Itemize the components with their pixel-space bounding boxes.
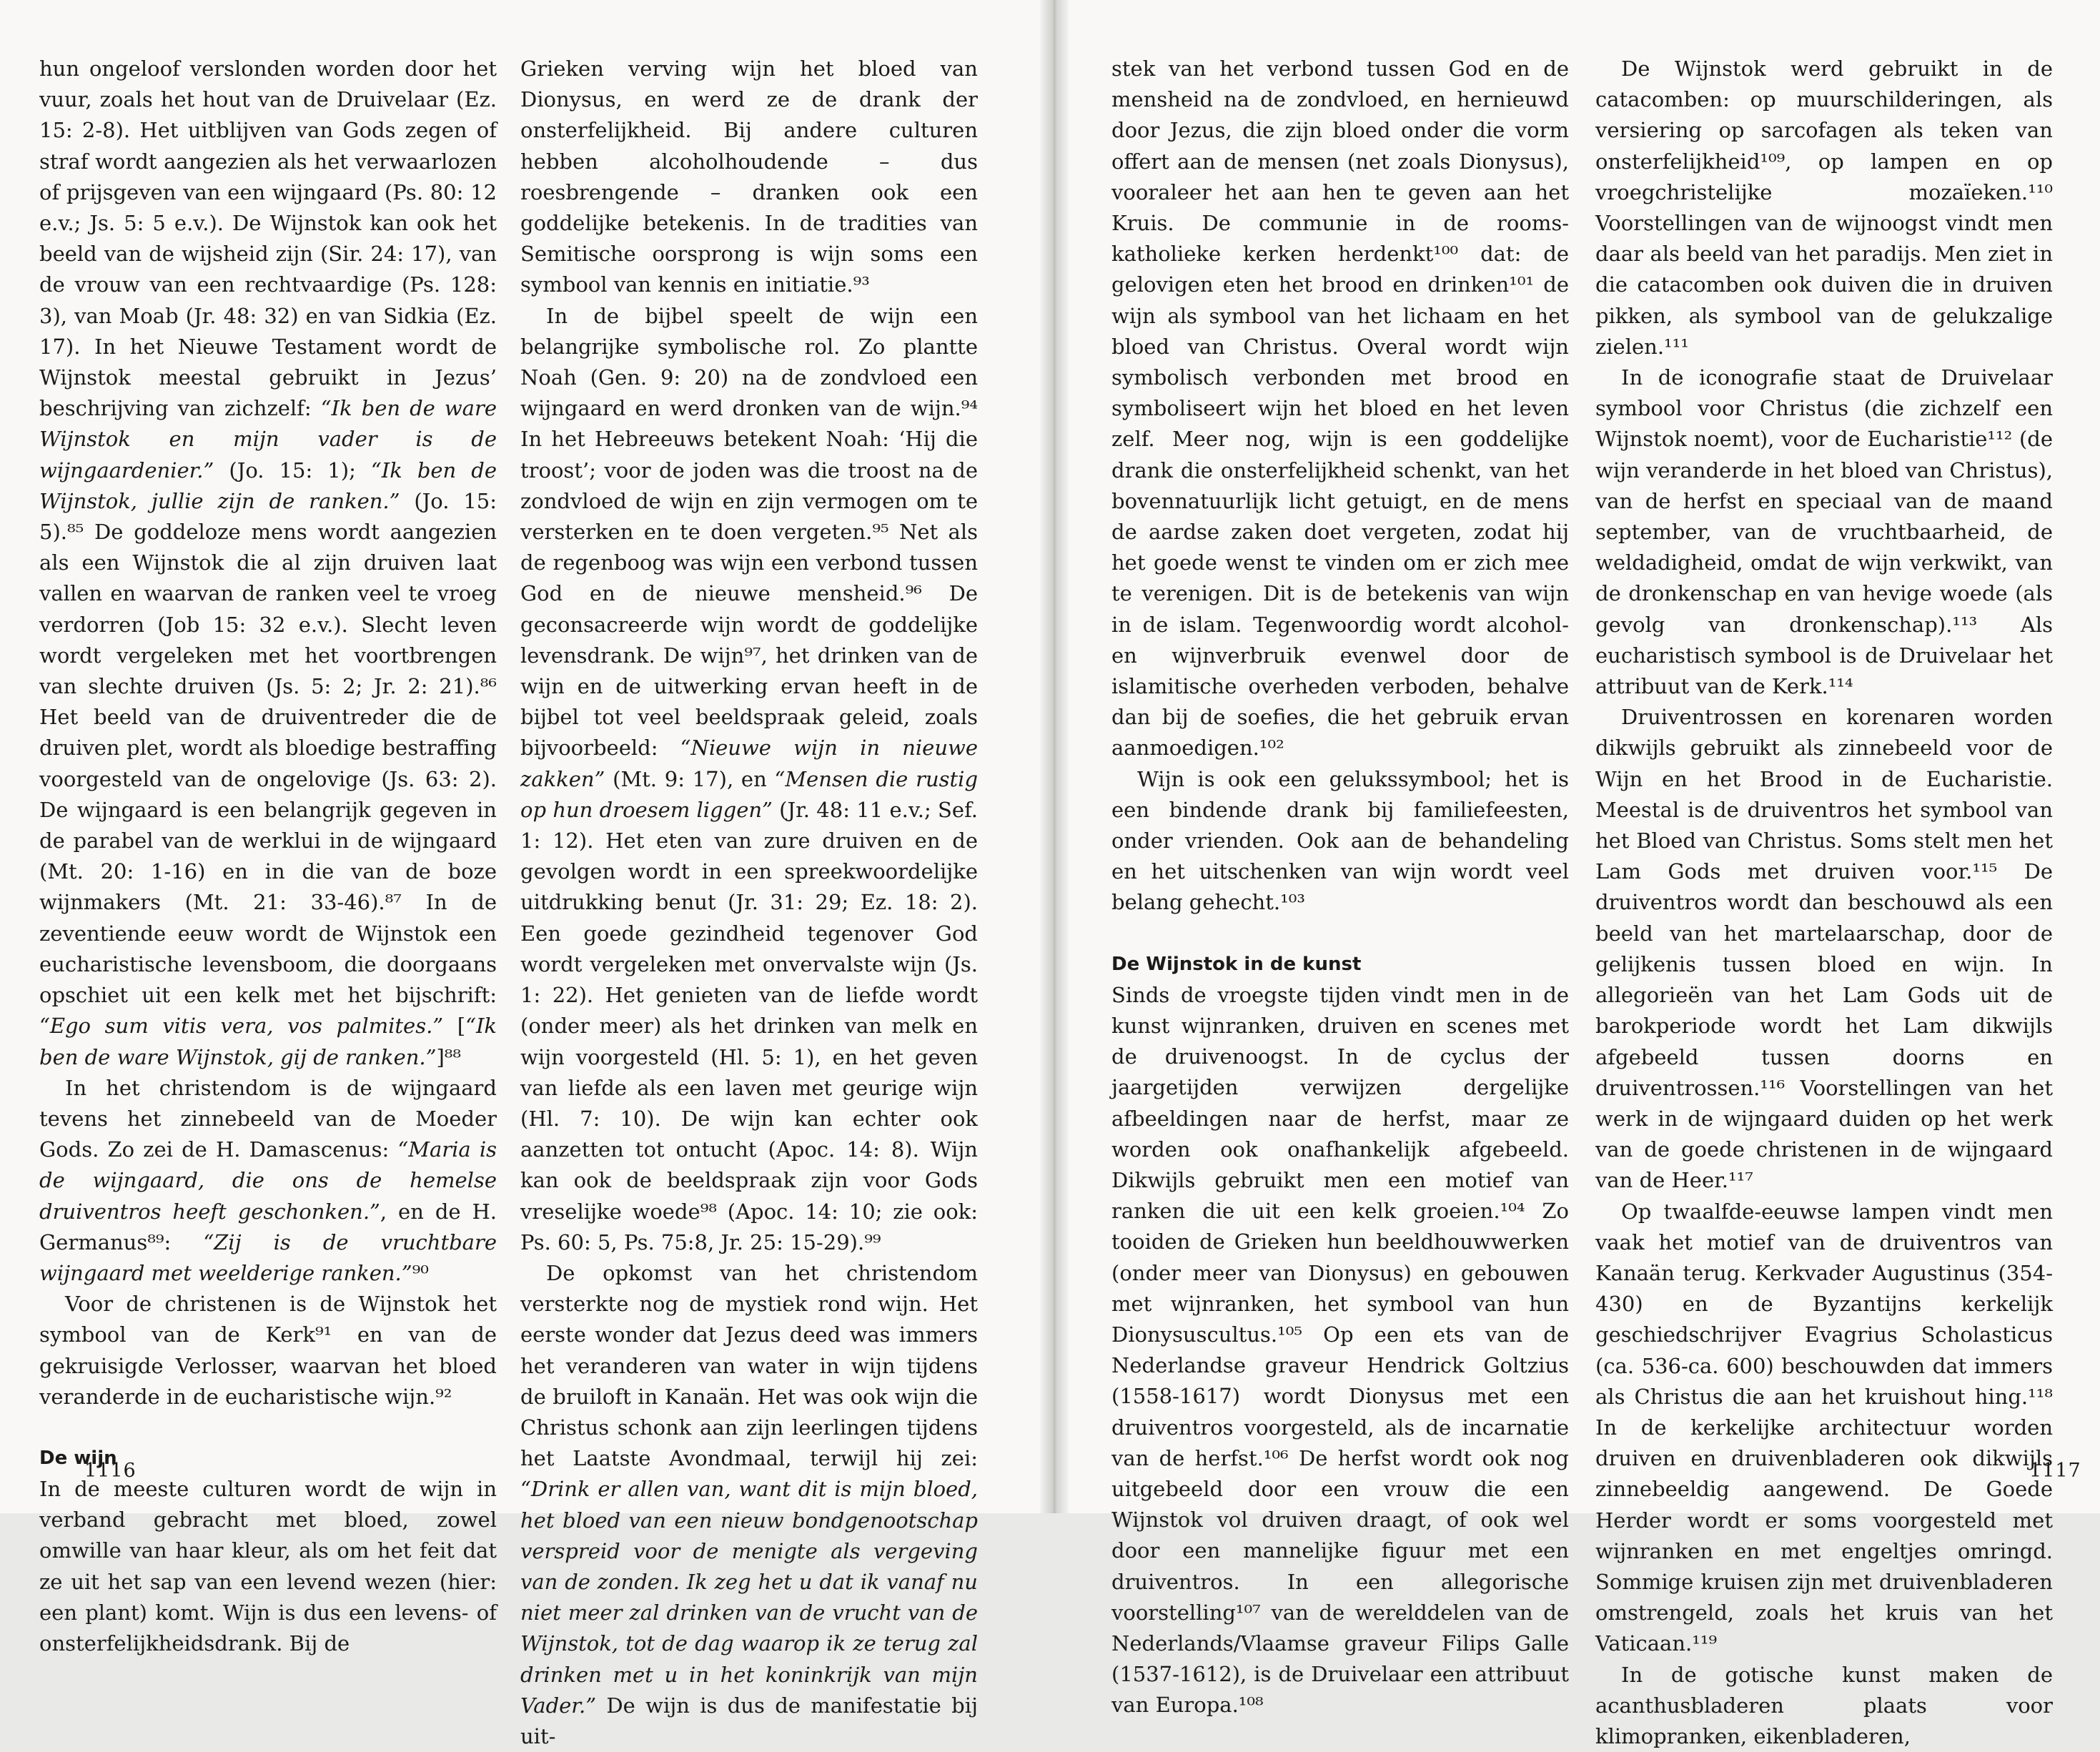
- text-run: hun ongeloof verslonden worden door het vuur, zoals het hout van de Druivelaar (Ez. 15: 2-8). Het uitblijven van Gods zegen of straf wordt aangezien als het verwaarlozen of prijsgeven van een wijngaard (Ps. 80: 12 e.v.; Js. 5: 5 e.v.). De Wijnstok kan ook het beeld van de wijsheid zijn (Sir. 24: 17), van de vrouw van een rechtvaardige (Ps. 128: 3), van Moab (Jr. 48: 32) en van Sidkia (Ez. 17). In het Nieuwe Testament wordt de Wijnstok meestal gebruikt in Jezus’ beschrijving van zichzelf:: [39, 56, 497, 421]
- paragraph: Druiventrossen en korenaren worden dikwijls gebruikt als zinnebeeld voor de Wijn en het Brood in de Eucharistie. Meestal is de druiventros het symbool van het Bloed van Christus. Soms stelt men het Lam Gods met druiven voor.¹¹⁵ De druiventros wordt dan beschouwd als een beeld van het martelaarschap, door de gelijkenis tussen bloed en wijn. In allegorieën van het Lam Gods uit de barokperiode wordt het Lam dikwijls afgebeeld tussen doorns en druiventrossen.¹¹⁶ Voorstellingen van het werk in de wijngaard duiden op het werk van de goede christenen in de wijngaard van de Heer.¹¹⁷: [1595, 705, 2053, 1193]
- paragraph: Voor de christenen is de Wijnstok het symbool van de Kerk⁹¹ en van de gekruisigde Verlosser, waarvan het bloed veranderde in de eucharistische wijn.⁹²: [39, 1292, 497, 1409]
- quote: “Ego sum vitis vera, vos palmites.”: [39, 1014, 444, 1039]
- text-run: , en de H. Germanus⁸⁹:: [39, 1199, 497, 1254]
- paragraph: Op twaalfde-eeuwse lampen vindt men vaak het motief van de druiventros van Kanaän terug. Kerkvader Augustinus (354-430) en de Byzantijns kerkelijk geschiedschrijver Evagrius Scholasticus (ca. 536-ca. 600) beschouwden dat immers als Christus die aan het kruishout hing.¹¹⁸ In de kerkelijke architectuur worden druiven en druivenbladeren ook dikwijls zinnebeeldig aangewend. De Goede Herder wordt er soms voorgesteld met wijnranken en met engeltjes omringd. Sommige kruisen zijn met druivenbladeren omstrengeld, zoals het kruis van het Vaticaan.¹¹⁹: [1595, 1199, 2053, 1656]
- paragraph: In de meeste culturen wordt de wijn in verband gebracht met bloed, zowel omwille van haar kleur, als om het feit dat ze uit het sap van een levend wezen (hier: een plant) komt. Wijn is dus een levens- of onsterfelijkheidsdrank. Bij de: [39, 1476, 497, 1656]
- paragraph: De Wijnstok werd gebruikt in de catacomben: op muurschilderingen, als versiering op sarcofagen als teken van onsterfelijkheid¹⁰⁹, op lampen en op vroegchristelijke mozaïeken.¹¹⁰ Voorstellingen van de wijnoogst vindt men daar als beeld van het paradijs. Men ziet in die catacomben ook duiven die in druiven pikken, als symbool van de gelukzalige zielen.¹¹¹: [1595, 56, 2053, 359]
- paragraph: Wijn is ook een gelukssymbool; het is een bindende drank bij familiefeesten, onder vrienden. Ook aan de behandeling en het uitschenken van wijn wordt veel belang gehecht.¹⁰³: [1111, 766, 1569, 915]
- text-run: (Jr. 48: 11 e.v.; Sef. 1: 12). Het eten van zure druiven en de gevolgen wordt in een spreekwoordelijke uitdrukking benut (Jr. 31: 29; Ez. 18: 2). Een goede gezindheid tegenover God wordt vergeleken met onvervalste wijn (Js. 1: 22). Het genieten van de liefde wordt (onder meer) als het drinken van melk en wijn voorgesteld (Hl. 5: 1), en het geven van liefde als een laven met geurige wijn (Hl. 7: 10). De wijn kan echter ook aanzetten tot ontucht (Apoc. 14: 8). Wijn kan ook de beeldspraak zijn voor Gods vreselijke woede⁹⁸ (Apoc. 14: 10; zie ook: Ps. 60: 5, Ps. 75:8, Jr. 25: 15-29).⁹⁹: [520, 797, 978, 1254]
- text-run: De opkomst van het christendom versterkte nog de mystiek rond wijn. Het eerste wonder dat Jezus deed was immers het veranderen van water in wijn tijdens de bruiloft in Kanaän. Het was ook wijn die Christus schonk aan zijn leerlingen tijdens het Laatste Avondmaal, terwijl hij zei:: [520, 1260, 978, 1471]
- quote: “Nieuwe wijn in nieuwe zakken”: [520, 736, 978, 791]
- paragraph: [39, 1073, 497, 1289]
- right-column-2: [1595, 54, 2053, 1748]
- left-column-2: [520, 54, 979, 1748]
- right-page: [1069, 0, 2100, 1748]
- paragraph: Sinds de vroegste tijden vindt men in de kunst wijnranken, druiven en scenes met de druivenoogst. In de cyclus der jaargetijden verwijzen dergelijke afbeeldingen naar de herfst, maar ze worden ook onafhankelijk afgebeeld. Dikwijls gebruikt men een motief van ranken die uit een kelk groeien.¹⁰⁴ Zo tooiden de Grieken hun beeldhouwwerken (onder meer van Dionysus) en gebouwen met wijnranken, het symbool van hun Dionysuscultus.¹⁰⁵ Op een ets van de Nederlandse graveur Hendrick Goltzius (1558-1617) wordt Dionysus met een druiventros voorgesteld, als de incarnatie van de herfst.¹⁰⁶ De herfst wordt ook nog uitgebeeld door een vrouw die een Wijnstok vol druiven draagt, of ook wel door een mannelijke figuur met een druiventros. In een allegorische voorstelling¹⁰⁷ van de werelddelen van de Nederlands/Vlaamse graveur Filips Galle (1537-1612), is de Druivelaar een attribuut van Europa.¹⁰⁸: [1111, 982, 1569, 1718]
- quote: “Mensen die rustig op hun droesem liggen”: [520, 766, 979, 822]
- page-number: 1116: [84, 1460, 137, 1482]
- text-run: In het christendom is de wijngaard tevens het zinnebeeld van de Moeder Gods. Zo zei de H. Damascenus:: [39, 1075, 497, 1162]
- page-number: 1117: [2029, 1460, 2081, 1482]
- paragraph: [520, 1258, 978, 1752]
- paragraph: [520, 301, 978, 1258]
- text-run: (Jo. 15: 1);: [214, 457, 371, 482]
- quote: “Ik ben de ware Wijnstok, gij de ranken.”: [39, 1014, 497, 1069]
- text-run: De wijn is dus de manifestatie bij uit-: [520, 1693, 978, 1748]
- left-page: [0, 0, 1040, 1748]
- text-run: ⁹⁰: [412, 1260, 429, 1285]
- paragraph: stek van het verbond tussen God en de mensheid na de zondvloed, en hernieuwd door Jezus, die zijn bloed onder die vorm offert aan de mensen (net zoals Dionysus), vooraleer het aan hen te geven aan het Kruis. De communie in de rooms-katholieke kerken herdenkt¹⁰⁰ dat: de gelovigen eten het brood en drinken¹⁰¹ de wijn als symbool van het lichaam en het bloed van Christus. Overal wordt wijn symbolisch verbonden met brood en symboliseert wijn het bloed en het leven zelf. Meer nog, wijn is een goddelijke drank die onsterfelijkheid schenkt, van het bovennatuurlijk licht getuigt, en de mens de aardse zaken doet vergeten, zodat hij het goede wenst te vinden om er zich mee te verenigen. Dit is de betekenis van wijn in de islam. Tegenwoordig wordt alcohol- en wijnverbruik evenwel door de islamitische overheden verboden, behalve dan bij de soefies, die het gebruik ervan aanmoedigen.¹⁰²: [1111, 56, 1569, 761]
- quote: “Ik ben de Wijnstok, jullie zijn de ranken.”: [39, 457, 497, 513]
- text-run: In de bijbel speelt de wijn een belangrijke symbolische rol. Zo plantte Noah (Gen. 9: 20) na de zondvloed een wijngaard en werd dronken van de wijn.⁹⁴ In het Hebreeuws betekent Noah: ‘Hij die troost’; voor de joden was die troost na de zondvloed de wijn en zijn vermogen om te versterken en te doen vergeten.⁹⁵ Net als de regenboog was wijn een verbond tussen God en de nieuwe mensheid.⁹⁶ De geconsacreerde wijn wordt de goddelijke levensdrank. De wijn⁹⁷, het drinken van de wijn en de uitwerking ervan heeft in de bijbel tot veel beeldspraak geleid, zoals bijvoorbeeld:: [520, 303, 978, 761]
- text-run: ]⁸⁸: [436, 1044, 462, 1069]
- section-heading-de-wijn: De wijn: [39, 1447, 117, 1469]
- quote: “Drink er allen van, want dit is mijn bloed, het bloed van een nieuw bondgenootschap verspreid voor de menigte als vergeving van de zonden. Ik zeg het u dat ik vanaf nu niet meer zal drinken van de vrucht van de Wijnstok, tot de dag waarop ik ze terug zal drinken met u in het koninkrijk van mijn Vader.”: [520, 1477, 978, 1718]
- paragraph: In de iconografie staat de Druivelaar symbool voor Christus (die zichzelf een Wijnstok noemt), voor de Eucharistie¹¹² (de wijn veranderde in het bloed van Christus), van de herfst en speciaal van de maand september, van de vruchtbaarheid, de weldadigheid, omdat de wijn verkwikt, van de dronkenschap en van hevige woede (als gevolg van dronkenschap).¹¹³ Als eucharistisch symbool is de Druivelaar het attribuut van de Kerk.¹¹⁴: [1595, 365, 2053, 699]
- paragraph: Grieken verving wijn het bloed van Dionysus, en werd ze de drank der onsterfelijkheid. Bij andere culturen hebben alcoholhoudende – dus roesbrengende – dranken ook een goddelijke betekenis. In de tradities van Semitische oorsprong is wijn soms een symbool van kennis en initiatie.⁹³: [520, 56, 978, 297]
- paragraph: [39, 54, 497, 1073]
- quote: “Zij is de vruchtbare wijngaard met weelderige ranken.”: [39, 1229, 497, 1285]
- quote: “Ik ben de ware Wijnstok en mijn vader is de wijngaardenier.”: [39, 396, 497, 482]
- text-run: (Jo. 15: 5).⁸⁵ De goddeloze mens wordt aangezien als een Wijnstok die al zijn druiven laat vallen en waarvan de ranken veel te vroeg verdorren (Job 15: 32 e.v.). Slecht leven wordt vergeleken met het voortbrengen van slechte druiven (Js. 5: 2; Jr. 2: 21).⁸⁶ Het beeld van de druiventreder die de druiven plet, wordt als bloedige bestraffing voorgesteld van de ongelovige (Js. 63: 2). De wijngaard is een belangrijk gegeven in de parabel van de werklui in de wijngaard (Mt. 20: 1-16) en in die van de boze wijnmakers (Mt. 21: 33-46).⁸⁷ In de zeventiende eeuw wordt de Wijnstok een eucharistische levensboom, die doorgaans opschiet uit een kelk met het bijschrift:: [39, 488, 497, 1008]
- book-gutter: [1040, 0, 1069, 1513]
- text-run: [: [443, 1014, 466, 1039]
- section-heading-de-wijnstok-in-de-kunst: De Wijnstok in de kunst: [1111, 953, 1362, 975]
- right-column-1: [1111, 54, 1569, 1718]
- paragraph: In de gotische kunst maken de acanthusbladeren plaats voor klimopranken, eikenbladeren,: [1595, 1662, 2053, 1748]
- text-run: (Mt. 9: 17), en: [605, 766, 775, 791]
- quote: “Maria is de wijngaard, die ons de hemelse druiventros heeft geschonken.”: [39, 1137, 497, 1224]
